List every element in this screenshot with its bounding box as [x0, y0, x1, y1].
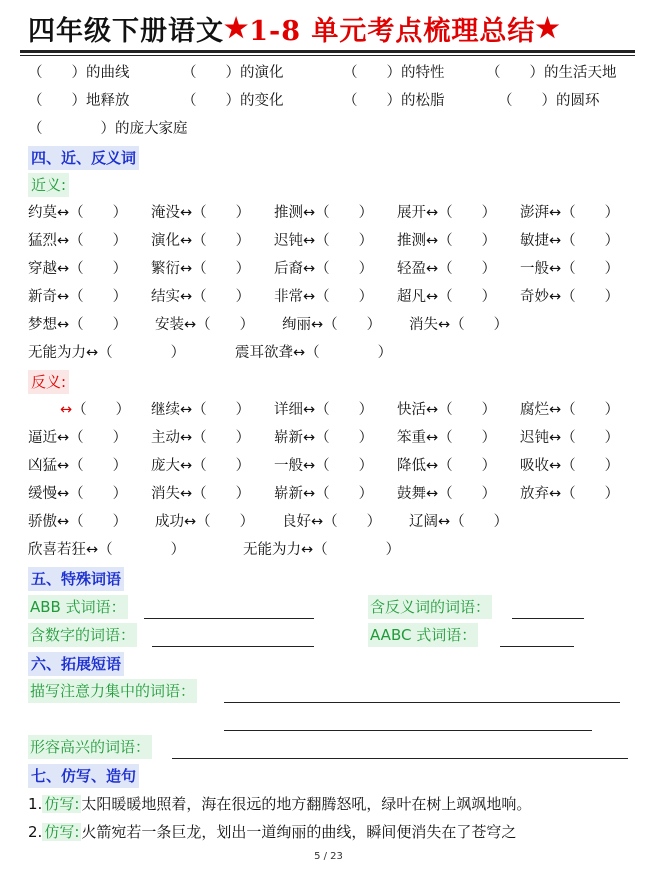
- antonym-item: 良好↔（ ）: [282, 514, 382, 530]
- section7-header: 七、仿写、造句: [28, 764, 139, 788]
- synonym-item: 震耳欲聋↔（ ）: [235, 345, 393, 361]
- happy-label: 形容高兴的词语：: [28, 735, 152, 759]
- synonym-item: 奇妙↔（ ）: [520, 289, 620, 305]
- fill-item: （ ）的变化: [182, 93, 284, 109]
- synonym-item: 绚丽↔（ ）: [282, 317, 382, 333]
- focus-answer-line-2[interactable]: [224, 710, 592, 731]
- synonym-item: 淹没↔（ ）: [151, 205, 251, 221]
- title-main: 四年级下册语文: [28, 15, 224, 47]
- synonym-item: 新奇↔（ ）: [28, 289, 128, 305]
- title-rule-thick: [20, 50, 635, 53]
- number-words-label: 含数字的词语：: [28, 623, 137, 647]
- antonym-item: 继续↔（ ）: [151, 402, 251, 418]
- imitation-text: 太阳暖暖地照着，海在很远的地方翻腾怒吼，绿叶在树上飒飒地响。: [81, 795, 532, 813]
- synonym-item: 约莫↔（ ）: [28, 205, 128, 221]
- happy-answer-line[interactable]: [172, 738, 628, 759]
- antonym-item: 缓慢↔（ ）: [28, 486, 128, 502]
- aabc-answer-line[interactable]: [500, 626, 574, 647]
- synonym-item: 非常↔（ ）: [274, 289, 374, 305]
- synonym-item: 后裔↔（ ）: [274, 261, 374, 277]
- antonym-item: 迟钝↔（ ）: [520, 430, 620, 446]
- synonym-item: 推测↔（ ）: [274, 205, 374, 221]
- antonym-item: [60, 398, 130, 422]
- synonym-item: 超凡↔（ ）: [397, 289, 497, 305]
- antonym-item: 骄傲↔（ ）: [28, 514, 128, 530]
- synonym-item: 演化↔（ ）: [151, 233, 251, 249]
- aabc-label: AABC 式词语：: [368, 623, 478, 647]
- star-icon: ★: [224, 12, 250, 44]
- imitation-label: 仿写:: [44, 795, 80, 813]
- synonym-item: 迟钝↔（ ）: [274, 233, 374, 249]
- antonym-item: 笨重↔（ ）: [397, 430, 497, 446]
- antonym-item: 凶猛↔（ ）: [28, 458, 128, 474]
- synonym-item: 轻盈↔（ ）: [397, 261, 497, 277]
- fill-item: （ ）的庞大家庭: [28, 121, 188, 137]
- synonym-item: 推测↔（ ）: [397, 233, 497, 249]
- antonym-item: 吸收↔（ ）: [520, 458, 620, 474]
- abb-label: ABB 式词语：: [28, 595, 128, 619]
- item-number: 1.: [28, 795, 43, 813]
- synonym-item: 繁衍↔（ ）: [151, 261, 251, 277]
- abb-answer-line[interactable]: [144, 598, 314, 619]
- item-number: 2.: [28, 823, 43, 841]
- page-number: 5 / 23: [314, 851, 343, 862]
- antonym-words-answer-line[interactable]: [512, 598, 584, 619]
- antonym-words-label: 含反义词的词语：: [368, 595, 492, 619]
- synonym-item: 安装↔（ ）: [155, 317, 255, 333]
- synonym-item: 一般↔（ ）: [520, 261, 620, 277]
- red-arrow-icon: ↔: [60, 402, 73, 418]
- antonym-item: 辽阔↔（ ）: [409, 514, 509, 530]
- synonym-item: 展开↔（ ）: [397, 205, 497, 221]
- antonym-item: 一般↔（ ）: [274, 458, 374, 474]
- antonym-item: 快活↔（ ）: [397, 402, 497, 418]
- synonym-item: 梦想↔（ ）: [28, 317, 128, 333]
- synonym-item: 消失↔（ ）: [409, 317, 509, 333]
- page-title: [28, 10, 561, 46]
- fill-item: （ ）的曲线: [28, 65, 130, 81]
- antonym-item: 欣喜若狂↔（ ）: [28, 542, 186, 558]
- fill-item: （ ）的演化: [182, 65, 284, 81]
- synonym-item: 澎湃↔（ ）: [520, 205, 620, 221]
- antonym-item: 消失↔（ ）: [151, 486, 251, 502]
- synonym-item: 无能为力↔（ ）: [28, 345, 186, 361]
- antonym-item-rest: （ ）: [72, 402, 131, 418]
- antonym-item: 无能为力↔（ ）: [243, 542, 401, 558]
- fill-item: （ ）地释放: [28, 93, 130, 109]
- antonym-item: 降低↔（ ）: [397, 458, 497, 474]
- antonym-tag: 反义:: [28, 370, 69, 394]
- antonym-item: 成功↔（ ）: [155, 514, 255, 530]
- fill-item: （ ）的生活天地: [486, 65, 617, 81]
- title-rule-thin: [20, 55, 635, 56]
- antonym-item: 崭新↔（ ）: [274, 486, 374, 502]
- number-words-answer-line[interactable]: [152, 626, 314, 647]
- star-icon: ★: [535, 12, 561, 44]
- antonym-item: 放弃↔（ ）: [520, 486, 620, 502]
- title-red: 1-8 单元考点梳理总结: [249, 15, 536, 47]
- fill-item: （ ）的特性: [343, 65, 445, 81]
- synonym-tag: 近义:: [28, 173, 69, 197]
- antonym-item: 崭新↔（ ）: [274, 430, 374, 446]
- imitation-item: [28, 819, 516, 845]
- synonym-item: 猛烈↔（ ）: [28, 233, 128, 249]
- fill-item: （ ）的圆环: [498, 93, 600, 109]
- antonym-item: 逼近↔（ ）: [28, 430, 128, 446]
- antonym-item: 庞大↔（ ）: [151, 458, 251, 474]
- imitation-item: [28, 791, 531, 817]
- focus-label: 描写注意力集中的词语：: [28, 679, 197, 703]
- synonym-item: 结实↔（ ）: [151, 289, 251, 305]
- section4-header: 四、近、反义词: [28, 146, 139, 170]
- imitation-label: 仿写:: [44, 823, 80, 841]
- focus-answer-line-1[interactable]: [224, 682, 620, 703]
- section5-header: 五、特殊词语: [28, 567, 124, 591]
- section6-header: 六、拓展短语: [28, 652, 124, 676]
- synonym-item: 穿越↔（ ）: [28, 261, 128, 277]
- antonym-item: 鼓舞↔（ ）: [397, 486, 497, 502]
- antonym-item: 主动↔（ ）: [151, 430, 251, 446]
- synonym-item: 敏捷↔（ ）: [520, 233, 620, 249]
- fill-item: （ ）的松脂: [343, 93, 445, 109]
- imitation-text: 火箭宛若一条巨龙，划出一道绚丽的曲线，瞬间便消失在了苍穹之: [81, 823, 517, 841]
- antonym-item: 详细↔（ ）: [274, 402, 374, 418]
- antonym-item: 腐烂↔（ ）: [520, 402, 620, 418]
